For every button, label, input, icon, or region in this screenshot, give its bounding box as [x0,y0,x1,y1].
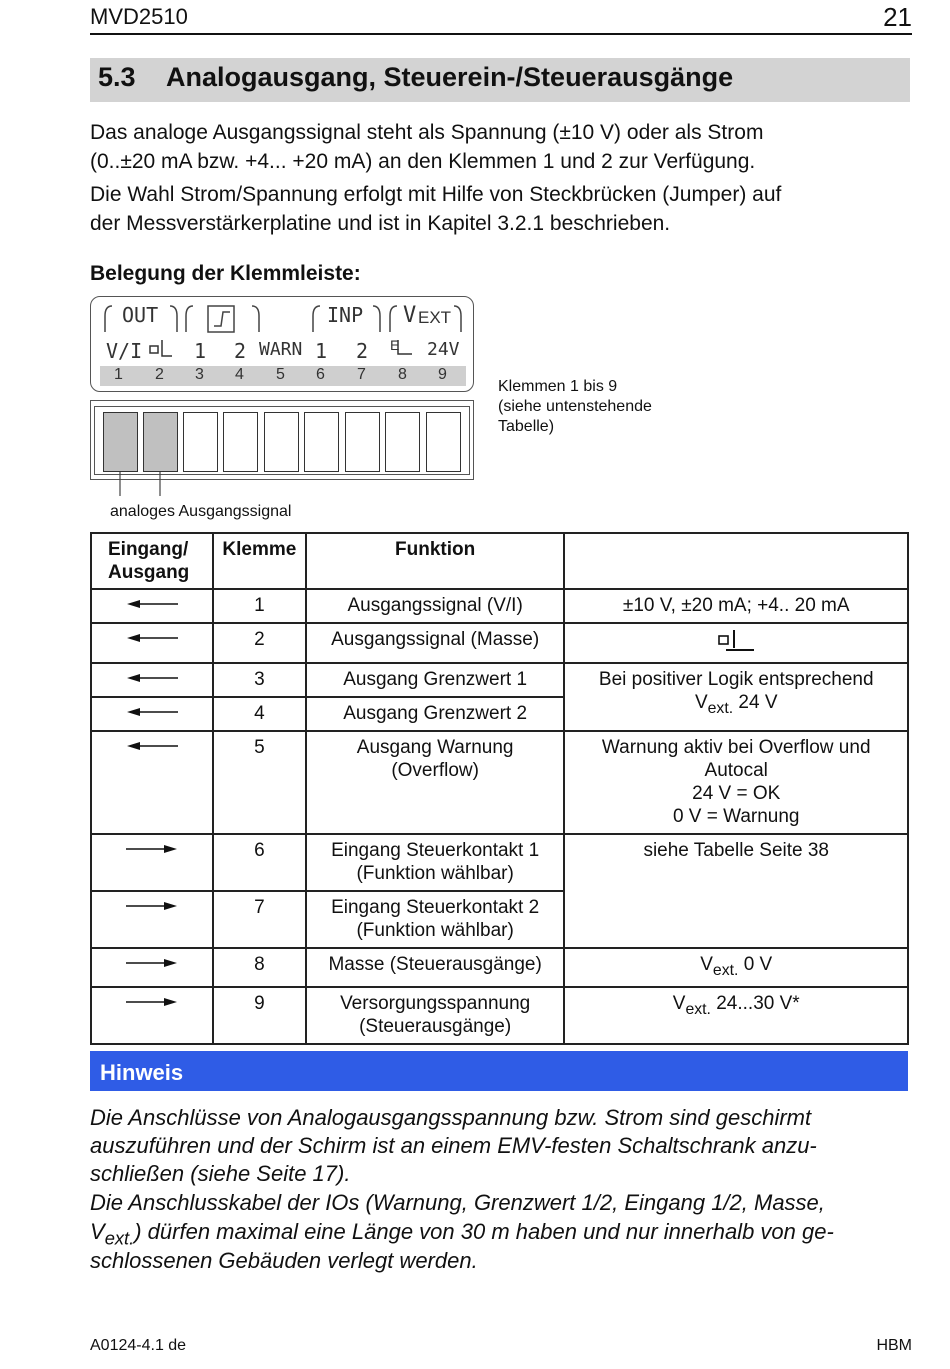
group-out-label: OUT [122,303,159,327]
vext-subscript: ext. [707,699,734,717]
table-row [91,731,908,834]
function-text: Versorgungsspannung [340,992,531,1014]
callout-terminals: Klemmen 1 bis 9 [498,378,618,395]
direction-cell [91,623,213,663]
info-cell [564,663,908,731]
document-code: MVD2510 [90,4,188,29]
function-cell: Ausgangssignal (V/I) [306,589,565,623]
info-cell [564,987,908,1044]
vext-symbol: V [672,992,686,1014]
terminal-label: 1 [194,339,207,363]
terminal-cell: 7 [213,891,306,948]
terminal-number: 1 [114,366,123,383]
header-function: Funktion [306,533,565,589]
terminal-cell: 2 [213,623,306,663]
terminal-assignment-table [90,532,909,1045]
intro-line: Die Wahl Strom/Spannung erfolgt mit Hilfe von Steckbrücken (Jumper) auf [90,183,782,206]
function-text: (Funktion wählbar) [356,920,514,941]
callout-terminals: (siehe untenstehende [498,398,652,415]
vext-value: 0 V [738,954,773,975]
direction-cell [91,891,213,948]
function-cell: Masse (Steuerausgänge) [306,948,565,987]
note-heading: Hinweis [100,1060,184,1085]
header-info [564,533,908,589]
direction-cell [91,697,213,731]
info-text: Warnung aktiv bei Overflow und [601,737,871,758]
output-arrow-icon [126,705,178,719]
vext-symbol: V [694,692,708,713]
terminal-label: WARN [259,339,303,360]
note-line: schlossenen Gebäuden verlegt werden. [90,1248,478,1273]
function-cell [306,891,565,948]
table-row [91,663,908,697]
function-cell: Ausgang Grenzwert 1 [306,663,565,697]
callout-analog-output: analoges Ausgangssignal [110,503,292,520]
terminal-label: 2 [234,339,247,363]
terminal-label: 1 [315,339,328,363]
terminal-slot-2 [143,412,178,472]
function-cell [306,834,565,891]
info-cell [564,623,908,663]
info-text: 0 V = Warnung [672,806,800,827]
table-row [91,589,908,623]
note-heading-band [90,1051,908,1091]
note-line: Die Anschlusskabel der IOs (Warnung, Grenzwert 1/2, Eingang 1/2, Masse, [90,1190,825,1215]
note-line: auszuführen und der Schirm ist an einem EMV-festen Schaltschrank anzu- [90,1133,817,1158]
function-text: Eingang Steuerkontakt 1 [331,840,540,861]
function-text: (Overflow) [391,760,479,781]
output-arrow-icon [126,739,178,753]
terminal-number: 3 [195,366,204,383]
info-cell [564,948,908,987]
ground-icon [716,628,756,652]
vext-value: 24...30 V* [710,992,800,1014]
terminal-label: V/I [106,339,143,363]
info-text: 24 V = OK [692,783,781,804]
vext-symbol: V [90,1219,105,1244]
function-text: (Funktion wählbar) [356,863,514,884]
header-direction: Eingang/ Ausgang [91,533,213,589]
terminal-number: 4 [235,366,244,383]
terminal-cell: 3 [213,663,306,697]
terminal-cell: 6 [213,834,306,891]
info-cell: ±10 V, ±20 mA; +4.. 20 mA [564,589,908,623]
terminal-number: 2 [155,366,164,383]
terminal-cell: 5 [213,731,306,834]
direction-cell [91,987,213,1044]
function-cell [306,987,565,1044]
terminal-subheading: Belegung der Klemmleiste: [90,262,361,285]
vext-subscript: ext. [712,961,739,979]
callout-lines [90,470,190,500]
vext-value: 24 V [733,692,778,713]
input-arrow-icon [126,956,178,970]
terminal-slot-5 [264,412,299,472]
direction-cell [91,663,213,697]
intro-line: Das analoge Ausgangssignal steht als Spannung (±10 V) oder als Strom [90,121,764,144]
table-row [91,987,908,1044]
direction-cell [91,589,213,623]
table-header-row [91,533,908,589]
info-vext [571,691,901,720]
terminal-slot-4 [223,412,258,472]
terminal-slot-8 [385,412,420,472]
table-row [91,834,908,891]
vext-subscript: ext. [104,1227,135,1249]
terminal-label: 24V [427,339,460,360]
info-cell: siehe Tabelle Seite 38 [564,834,908,948]
group-vext-sub: EXT [418,308,452,327]
ground-e-label: E [390,337,400,353]
note-line: schließen (siehe Seite 17). [90,1161,351,1186]
function-cell: Ausgang Grenzwert 2 [306,697,565,731]
footer-doc-id: A0124-4.1 de [90,1337,187,1354]
function-cell [306,731,565,834]
direction-cell [91,834,213,891]
direction-cell [91,948,213,987]
terminal-label: 2 [356,339,369,363]
input-arrow-icon [126,995,178,1009]
terminal-number: 5 [276,366,285,383]
terminal-slot-7 [345,412,380,472]
function-text: (Steuerausgänge) [359,1015,512,1037]
callout-terminals: Tabelle) [498,418,555,435]
terminal-cell: 8 [213,948,306,987]
section-number: 5.3 [98,62,136,92]
terminal-cell: 4 [213,697,306,731]
function-text: Ausgang Warnung [356,737,514,758]
header-terminal: Klemme [213,533,306,589]
header-rule [90,33,912,35]
group-vext-label: V [403,303,417,328]
terminal-number: 8 [398,366,407,383]
terminal-number: 9 [438,366,447,383]
input-arrow-icon [126,842,178,856]
vext-symbol: V [700,954,713,975]
terminal-cell: 9 [213,987,306,1044]
table-row [91,948,908,987]
info-text: Autocal [704,760,768,781]
page-number: 21 [883,2,912,32]
footer-brand: HBM [876,1337,912,1354]
vext-subscript: ext. [685,1000,711,1018]
terminal-slot-3 [183,412,218,472]
function-cell: Ausgangssignal (Masse) [306,623,565,663]
terminal-cell: 1 [213,589,306,623]
intro-line: der Messverstärkerplatine und ist in Kapitel 3.2.1 beschrieben. [90,212,671,235]
table-row [91,623,908,663]
input-arrow-icon [126,899,178,913]
terminal-slot-1 [103,412,138,472]
terminal-number: 6 [316,366,325,383]
info-cell [564,731,908,834]
section-title: Analogausgang, Steuerein-/Steuerausgänge [166,62,734,92]
intro-line: (0..±20 mA bzw. +4... +20 mA) an den Klemmen 1 und 2 zur Verfügung. [90,150,756,173]
note-line: Die Anschlüsse von Analogausgangsspannung bzw. Strom sind geschirmt [90,1105,812,1130]
direction-cell [91,731,213,834]
terminal-number: 7 [357,366,366,383]
function-text: Eingang Steuerkontakt 2 [331,897,540,918]
terminal-slot-6 [304,412,339,472]
output-arrow-icon [126,597,178,611]
output-arrow-icon [126,631,178,645]
group-inp-label: INP [327,303,364,327]
info-text: Bei positiver Logik entsprechend [598,669,874,690]
output-arrow-icon [126,671,178,685]
terminal-slot-9 [426,412,461,472]
note-text: ) dürfen maximal eine Länge von 30 m haben und nur innerhalb von ge- [134,1219,834,1244]
